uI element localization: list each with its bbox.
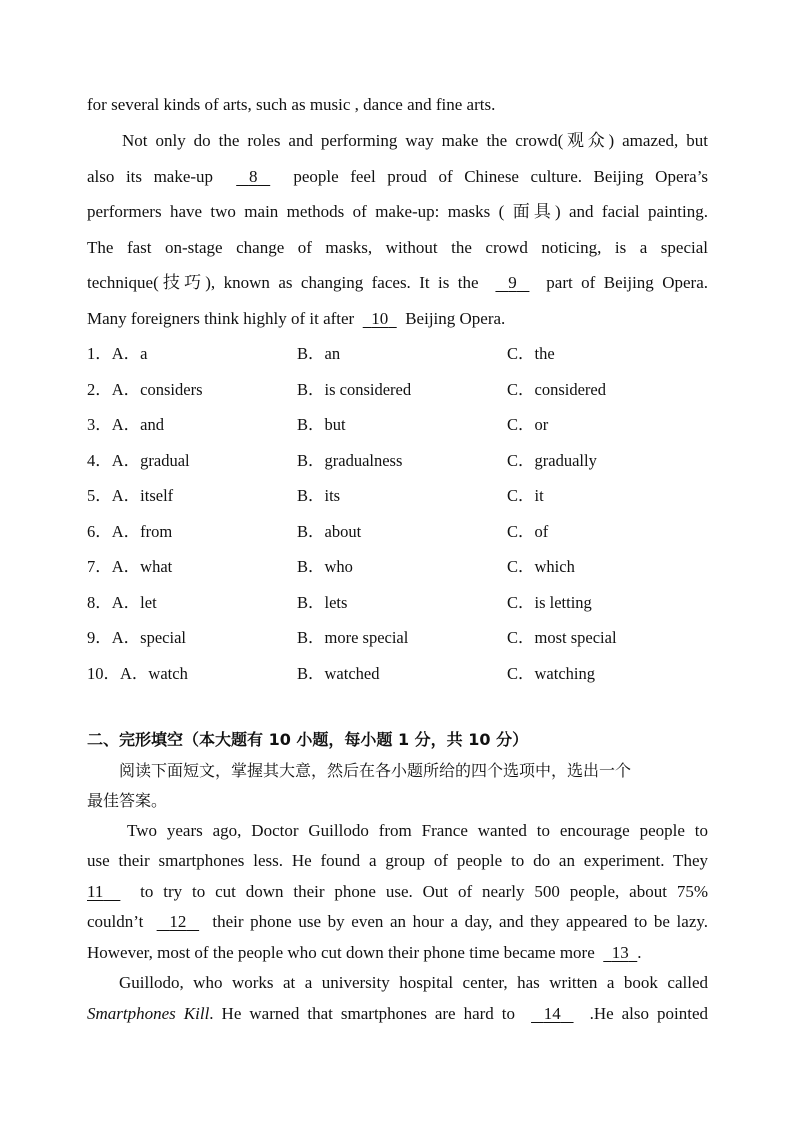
text: their phone use by even an hour a day, and they appeared to be lazy. (212, 912, 709, 931)
blank-11: 11 (87, 882, 104, 901)
blank-12: 12 (169, 912, 187, 931)
option-c: C．watching (507, 664, 595, 683)
passage2-line7 (87, 1003, 708, 1025)
option-a: 8．A．let (87, 593, 157, 612)
text: for several kinds of arts, such as music , dance and fine arts. (87, 95, 496, 114)
option-row (0, 556, 794, 580)
option-c: C．or (507, 415, 549, 434)
option-c: C．the (507, 344, 555, 363)
blank-9: 9 (508, 273, 517, 292)
text: .He also pointed (589, 1004, 709, 1023)
option-c: C．of (507, 522, 549, 541)
text: 最佳答案。 (87, 791, 168, 810)
text: Two years ago, Doctor Guillodo from France wanted to encourage people to (127, 821, 708, 840)
option-a: 6．A．from (87, 522, 173, 541)
section-instructions-line1 (119, 760, 631, 782)
option-b: B．its (297, 486, 341, 505)
text: Beijing Opera. (405, 309, 506, 328)
option-row (0, 592, 794, 616)
option-b: B．watched (297, 664, 380, 683)
option-b: B．lets (297, 593, 348, 612)
option-c: C．is letting (507, 593, 592, 612)
text: Many foreigners think highly of it after (87, 309, 355, 328)
passage1-line6 (87, 272, 708, 294)
text: technique(技巧), known as changing faces. It is the (87, 273, 479, 292)
option-row (0, 663, 794, 687)
option-a: 2．A．considers (87, 380, 203, 399)
option-b: B．but (297, 415, 346, 434)
option-b: B．about (297, 522, 362, 541)
text: Not only do the roles and performing way make the crowd(观众) amazed, but (122, 131, 708, 150)
option-c: C．most special (507, 628, 617, 647)
text: also its make-up (87, 167, 214, 186)
passage1-line7 (87, 308, 505, 330)
passage1-line4 (87, 201, 708, 223)
passage1-line3 (87, 166, 708, 188)
option-c: C．which (507, 557, 575, 576)
option-b: B．an (297, 344, 341, 363)
option-a: 1．A．a (87, 344, 148, 363)
text: The fast on-stage change of masks, without the crowd noticing, is a special (87, 238, 708, 257)
text: . (637, 943, 642, 962)
section-instructions-line2 (87, 790, 167, 812)
text: part of Beijing Opera. (546, 273, 708, 292)
passage1-line1 (87, 94, 495, 116)
blank-10: 10 (371, 309, 389, 328)
passage2-line4 (87, 911, 708, 933)
option-b: B．who (297, 557, 353, 576)
passage2-line3 (87, 881, 708, 903)
passage1-line2 (122, 130, 708, 152)
text: performers have two main methods of make-up: masks ( 面具) and facial painting. (87, 202, 708, 221)
blank-13: 13 (611, 943, 629, 962)
option-row (0, 485, 794, 509)
text: Guillodo, who works at a university hospital center, has written a book called (119, 973, 708, 992)
passage2-line5 (87, 942, 642, 964)
text: However, most of the people who cut down their phone time became more (87, 943, 595, 962)
text: use their smartphones less. He found a group of people to do an experiment. They (87, 851, 708, 870)
option-row (0, 627, 794, 651)
book-title: Smartphones Kill (87, 1004, 210, 1023)
option-row (0, 343, 794, 367)
option-a: 9．A．special (87, 628, 186, 647)
blank-8: 8 (248, 167, 258, 186)
option-row (0, 379, 794, 403)
text: to try to cut down their phone use. Out of nearly 500 people, about 75% (140, 882, 708, 901)
option-c: C．gradually (507, 451, 597, 470)
blank-14: 14 (543, 1004, 561, 1023)
text: 二、完形填空（本大题有 10 小题，每小题 1 分，共 10 分） (87, 730, 529, 749)
option-a: 7．A．what (87, 557, 173, 576)
text: . He warned that smartphones are hard to (209, 1004, 516, 1023)
option-b: B．is considered (297, 380, 412, 399)
passage2-line2 (87, 850, 708, 872)
passage1-line5 (87, 237, 708, 259)
passage2-line1 (127, 820, 708, 842)
option-a: 5．A．itself (87, 486, 174, 505)
section-heading (87, 729, 528, 751)
text: people feel proud of Chinese culture. Beijing Opera’s (293, 167, 709, 186)
option-a: 10．A．watch (87, 664, 188, 683)
option-row (0, 521, 794, 545)
option-b: B．gradualness (297, 451, 403, 470)
option-row (0, 414, 794, 438)
text: 阅读下面短文，掌握其大意，然后在各小题所给的四个选项中，选出一个 (119, 761, 632, 780)
option-b: B．more special (297, 628, 409, 647)
option-row (0, 450, 794, 474)
passage2-line6 (119, 972, 708, 994)
option-c: C．considered (507, 380, 606, 399)
option-a: 4．A．gradual (87, 451, 190, 470)
option-a: 3．A．and (87, 415, 164, 434)
option-c: C．it (507, 486, 544, 505)
text: couldn’t (87, 912, 144, 931)
